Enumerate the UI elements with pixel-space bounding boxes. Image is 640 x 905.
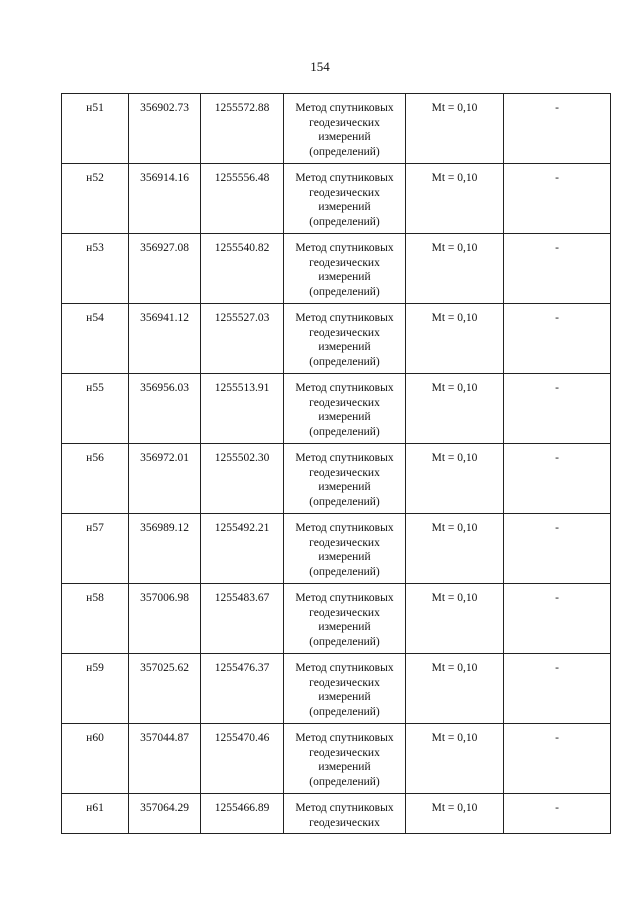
table-row [62,234,611,304]
point-name-cell: н60 [62,724,129,794]
method-line: (определений) [309,565,380,578]
point-name-cell: н52 [62,164,129,234]
method-line: геодезических [309,466,380,479]
method-line: измерений [318,131,371,143]
method-cell [284,794,406,834]
accuracy-cell: Mt = 0,10 [406,374,504,444]
y-coordinate-cell: 1255483.67 [201,584,284,654]
method-cell [284,234,406,304]
x-coordinate-cell: 356902.73 [129,94,201,164]
x-coordinate-cell: 356941.12 [129,304,201,374]
method-line: измерений [318,691,371,703]
note-cell: - [504,514,611,584]
method-cell [284,94,406,164]
method-line: измерений [318,761,371,773]
method-line: (определений) [309,775,380,788]
x-coordinate-cell: 356927.08 [129,234,201,304]
method-line: Метод спутниковых [295,242,394,254]
note-cell: - [504,724,611,794]
method-line: (определений) [309,635,380,648]
table-row [62,94,611,164]
method-line: Метод спутниковых [295,172,394,184]
method-line: геодезических [309,606,380,619]
point-name-cell: н55 [62,374,129,444]
note-cell: - [504,374,611,444]
method-line: (определений) [309,145,380,158]
method-line: (определений) [309,355,380,368]
method-cell [284,304,406,374]
method-line: Метод спутниковых [295,802,394,814]
method-line: геодезических [309,676,380,689]
table-row [62,514,611,584]
y-coordinate-cell: 1255492.21 [201,514,284,584]
y-coordinate-cell: 1255572.88 [201,94,284,164]
method-line: (определений) [309,495,380,508]
method-line: (определений) [309,705,380,718]
y-coordinate-cell: 1255502.30 [201,444,284,514]
point-name-cell: н58 [62,584,129,654]
method-line: Метод спутниковых [295,592,394,604]
point-name-cell: н54 [62,304,129,374]
method-line: геодезических [309,116,380,129]
accuracy-cell: Mt = 0,10 [406,724,504,794]
method-line: измерений [318,201,371,213]
coordinates-table [61,93,611,834]
table-row [62,794,611,834]
point-name-cell: н61 [62,794,129,834]
x-coordinate-cell: 356989.12 [129,514,201,584]
accuracy-cell: Mt = 0,10 [406,164,504,234]
method-line: Метод спутниковых [295,522,394,534]
method-cell [284,444,406,514]
table-row [62,584,611,654]
page-number: 154 [310,59,330,74]
note-cell: - [504,94,611,164]
method-line: измерений [318,621,371,633]
accuracy-cell: Mt = 0,10 [406,584,504,654]
x-coordinate-cell: 356956.03 [129,374,201,444]
accuracy-cell: Mt = 0,10 [406,94,504,164]
method-line: геодезических [309,816,380,829]
y-coordinate-cell: 1255556.48 [201,164,284,234]
method-line: Метод спутниковых [295,732,394,744]
note-cell: - [504,234,611,304]
note-cell: - [504,584,611,654]
y-coordinate-cell: 1255466.89 [201,794,284,834]
point-name-cell: н57 [62,514,129,584]
method-line: измерений [318,551,371,563]
method-line: Метод спутниковых [295,452,394,464]
note-cell: - [504,164,611,234]
method-line: геодезических [309,746,380,759]
accuracy-cell: Mt = 0,10 [406,444,504,514]
accuracy-cell: Mt = 0,10 [406,514,504,584]
method-cell [284,514,406,584]
table-row [62,444,611,514]
table-row [62,654,611,724]
method-line: измерений [318,341,371,353]
table-row [62,304,611,374]
y-coordinate-cell: 1255476.37 [201,654,284,724]
method-line: геодезических [309,536,380,549]
note-cell: - [504,654,611,724]
accuracy-cell: Mt = 0,10 [406,794,504,834]
point-name-cell: н59 [62,654,129,724]
method-cell [284,724,406,794]
y-coordinate-cell: 1255527.03 [201,304,284,374]
method-line: Метод спутниковых [295,312,394,324]
method-cell [284,164,406,234]
method-line: (определений) [309,215,380,228]
x-coordinate-cell: 356914.16 [129,164,201,234]
method-line: геодезических [309,186,380,199]
x-coordinate-cell: 356972.01 [129,444,201,514]
table-row [62,374,611,444]
method-line: измерений [318,271,371,283]
note-cell: - [504,444,611,514]
y-coordinate-cell: 1255540.82 [201,234,284,304]
table-row [62,164,611,234]
y-coordinate-cell: 1255513.91 [201,374,284,444]
x-coordinate-cell: 357044.87 [129,724,201,794]
point-name-cell: н53 [62,234,129,304]
x-coordinate-cell: 357006.98 [129,584,201,654]
coordinates-table-body [62,94,611,834]
point-name-cell: н56 [62,444,129,514]
x-coordinate-cell: 357064.29 [129,794,201,834]
table-row [62,724,611,794]
method-line: измерений [318,411,371,423]
accuracy-cell: Mt = 0,10 [406,304,504,374]
method-line: измерений [318,481,371,493]
method-line: геодезических [309,256,380,269]
method-line: (определений) [309,425,380,438]
x-coordinate-cell: 357025.62 [129,654,201,724]
y-coordinate-cell: 1255470.46 [201,724,284,794]
method-cell [284,584,406,654]
accuracy-cell: Mt = 0,10 [406,654,504,724]
method-cell [284,654,406,724]
method-line: Метод спутниковых [295,662,394,674]
note-cell: - [504,794,611,834]
note-cell: - [504,304,611,374]
method-cell [284,374,406,444]
method-line: Метод спутниковых [295,102,394,114]
method-line: Метод спутниковых [295,382,394,394]
point-name-cell: н51 [62,94,129,164]
method-line: геодезических [309,326,380,339]
accuracy-cell: Mt = 0,10 [406,234,504,304]
method-line: геодезических [309,396,380,409]
method-line: (определений) [309,285,380,298]
